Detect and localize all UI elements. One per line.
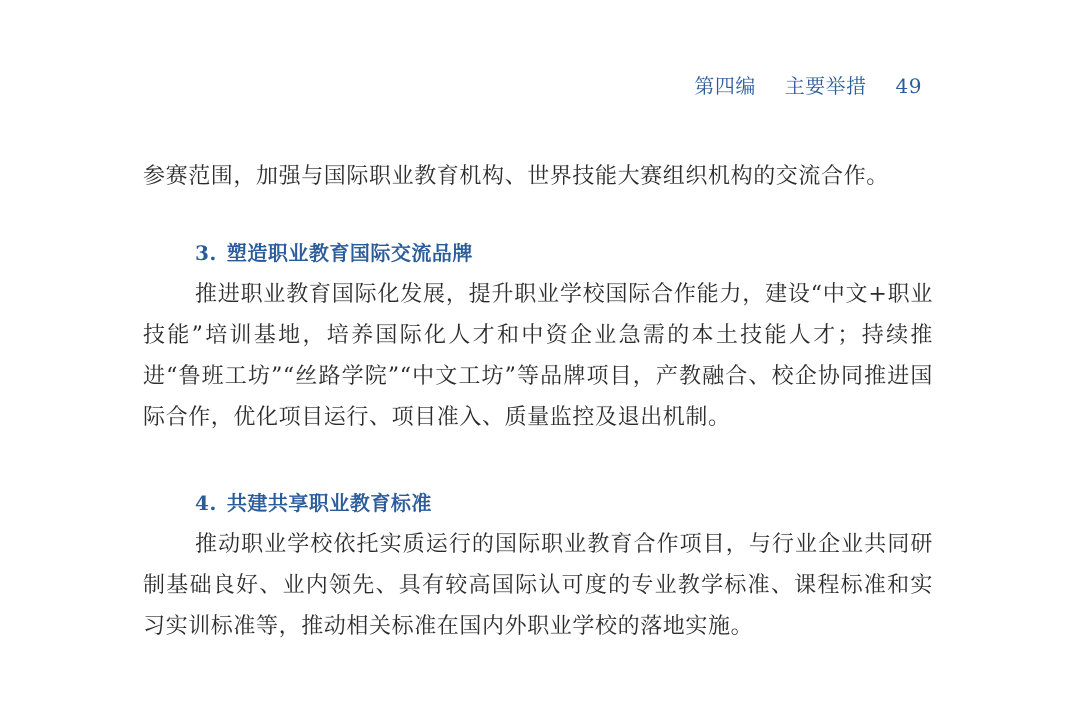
section-number: 3. — [195, 241, 217, 265]
header-section: 主要举措 — [784, 74, 867, 98]
section-number: 4. — [195, 491, 217, 515]
section-body: 推进职业教育国际化发展，提升职业学校国际合作能力，建设“中文+职业技能”培训基地，培养国际化人才和中资企业急需的本土技能人才；持续推进“鲁班工坊”“丝路学院”“中文工坊”等品牌项目，产教融合、校企协同推进国际合作，优化项目运行、项目准入、质量监控及退出机制。 — [143, 282, 933, 430]
header-chapter: 第四编 — [694, 74, 756, 98]
section-3 — [143, 238, 933, 438]
section-heading — [143, 238, 933, 268]
section-body: 推动职业学校依托实质运行的国际职业教育合作项目，与行业企业共同研制基础良好、业内领先、具有较高国际认可度的专业教学标准、课程标准和实习实训标准等，推动相关标准在国内外职业学校的落地实施。 — [143, 532, 933, 639]
section-4 — [143, 488, 933, 647]
continued-paragraph: 参赛范围，加强与国际职业教育机构、世界技能大赛组织机构的交流合作。 — [143, 164, 889, 189]
running-header — [694, 70, 922, 99]
section-title: 共建共享职业教育标准 — [226, 491, 432, 515]
section-heading — [143, 488, 933, 518]
section-title: 塑造职业教育国际交流品牌 — [226, 241, 473, 265]
page-number: 49 — [895, 74, 922, 98]
